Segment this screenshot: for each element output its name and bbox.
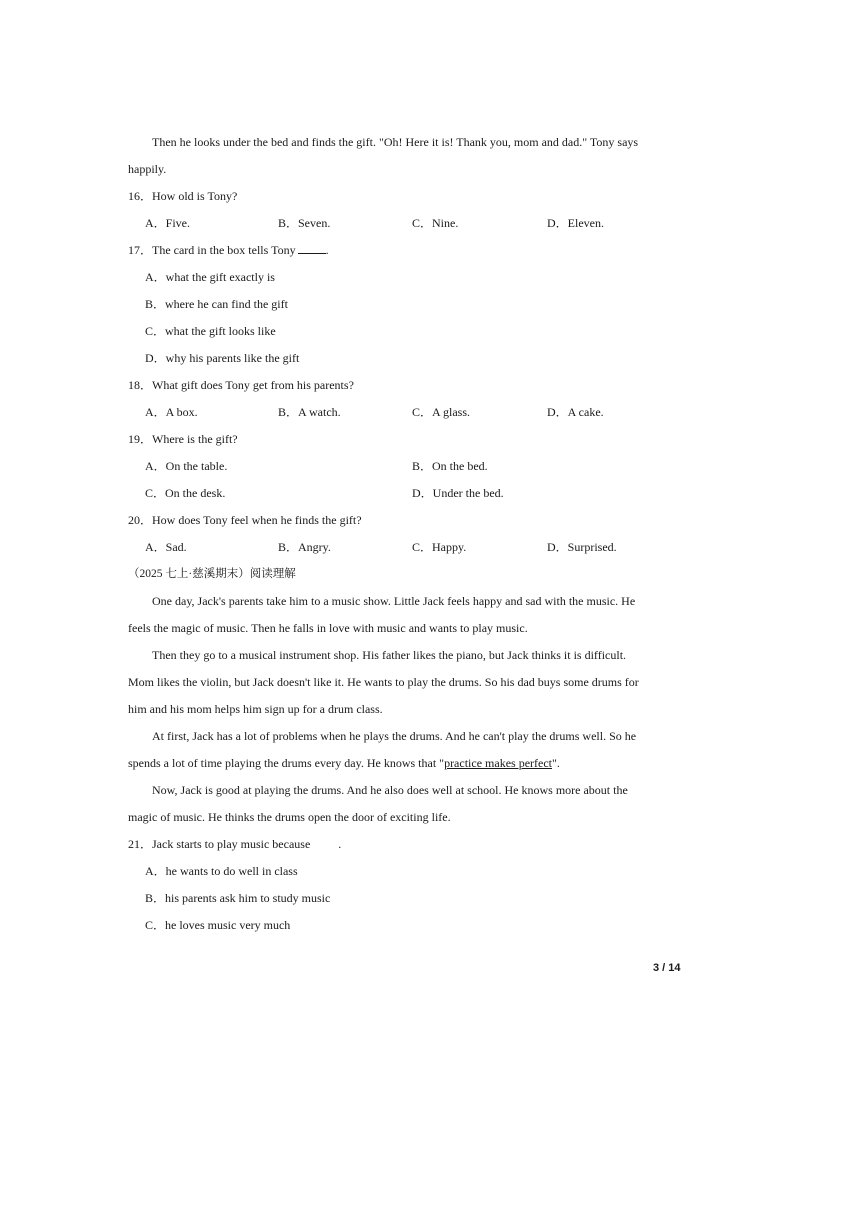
passage-line: happily. bbox=[128, 162, 167, 176]
q18-option-b: B．A watch. bbox=[278, 405, 341, 419]
question-19-stem: 19．Where is the gift? bbox=[128, 432, 238, 446]
passage-line: magic of music. He thinks the drums open the door of exciting life. bbox=[128, 810, 451, 824]
passage-line: Then he looks under the bed and finds the gift. "Oh! Here it is! Thank you, mom and dad." Tony says bbox=[152, 135, 639, 149]
passage-line: Mom likes the violin, but Jack doesn't like it. He wants to play the drums. So his dad buys some drums for bbox=[128, 675, 639, 689]
q20-option-d: D．Surprised. bbox=[547, 540, 617, 554]
q18-option-d: D．A cake. bbox=[547, 405, 604, 419]
q17-option-d: D．why his parents like the gift bbox=[145, 351, 300, 365]
passage-line: Now, Jack is good at playing the drums. And he also does well at school. He knows more about the bbox=[152, 783, 628, 797]
answer-blank bbox=[310, 838, 338, 848]
section-source-label: （2025 七上·慈溪期末）阅读理解 bbox=[128, 568, 296, 580]
answer-blank bbox=[298, 243, 326, 254]
passage-line: One day, Jack's parents take him to a music show. Little Jack feels happy and sad with the music. He bbox=[152, 594, 636, 608]
q19-option-c: C．On the desk. bbox=[145, 486, 226, 500]
q20-option-b: B．Angry. bbox=[278, 540, 331, 554]
question-20-stem: 20．How does Tony feel when he finds the gift? bbox=[128, 513, 362, 527]
passage-line bbox=[128, 755, 688, 771]
passage-text: ". bbox=[552, 756, 560, 770]
q17-stem-text: 17．The card in the box tells Tony bbox=[128, 243, 296, 257]
passage-line: At first, Jack has a lot of problems when he plays the drums. And he can't play the drums well. So he bbox=[152, 729, 637, 743]
q17-option-b: B．where he can find the gift bbox=[145, 297, 288, 311]
passage-line: him and his mom helps him sign up for a drum class. bbox=[128, 702, 383, 716]
q21-option-c: C．he loves music very much bbox=[145, 918, 291, 932]
q21-stem-text: 21．Jack starts to play music because bbox=[128, 837, 311, 851]
question-16-stem: 16．How old is Tony? bbox=[128, 189, 238, 203]
q21-option-a: A．he wants to do well in class bbox=[145, 864, 298, 878]
q19-option-d: D．Under the bed. bbox=[412, 486, 504, 500]
underlined-phrase: practice makes perfect bbox=[444, 756, 552, 770]
q21-option-b: B．his parents ask him to study music bbox=[145, 891, 331, 905]
q20-option-a: A．Sad. bbox=[145, 540, 187, 554]
q16-option-d: D．Eleven. bbox=[547, 216, 604, 230]
question-21-stem bbox=[128, 836, 688, 852]
passage-line: feels the magic of music. Then he falls in love with music and wants to play music. bbox=[128, 621, 528, 635]
q17-option-c: C．what the gift looks like bbox=[145, 324, 276, 338]
q20-option-c: C．Happy. bbox=[412, 540, 467, 554]
q19-option-b: B．On the bed. bbox=[412, 459, 488, 473]
q17-option-a: A．what the gift exactly is bbox=[145, 270, 275, 284]
question-17-stem bbox=[128, 242, 688, 258]
page-number: 3 / 14 bbox=[653, 962, 681, 974]
question-18-stem: 18．What gift does Tony get from his parents? bbox=[128, 378, 354, 392]
q21-stem-end: . bbox=[338, 837, 342, 851]
q16-option-a: A．Five. bbox=[145, 216, 191, 230]
q18-option-c: C．A glass. bbox=[412, 405, 471, 419]
q16-option-c: C．Nine. bbox=[412, 216, 459, 230]
q19-option-a: A．On the table. bbox=[145, 459, 228, 473]
q16-option-b: B．Seven. bbox=[278, 216, 331, 230]
passage-text: spends a lot of time playing the drums every day. He knows that " bbox=[128, 756, 445, 770]
passage-line: Then they go to a musical instrument shop. His father likes the piano, but Jack thinks it is difficult. bbox=[152, 648, 627, 662]
q17-stem-end: . bbox=[325, 243, 329, 257]
q18-option-a: A．A box. bbox=[145, 405, 198, 419]
